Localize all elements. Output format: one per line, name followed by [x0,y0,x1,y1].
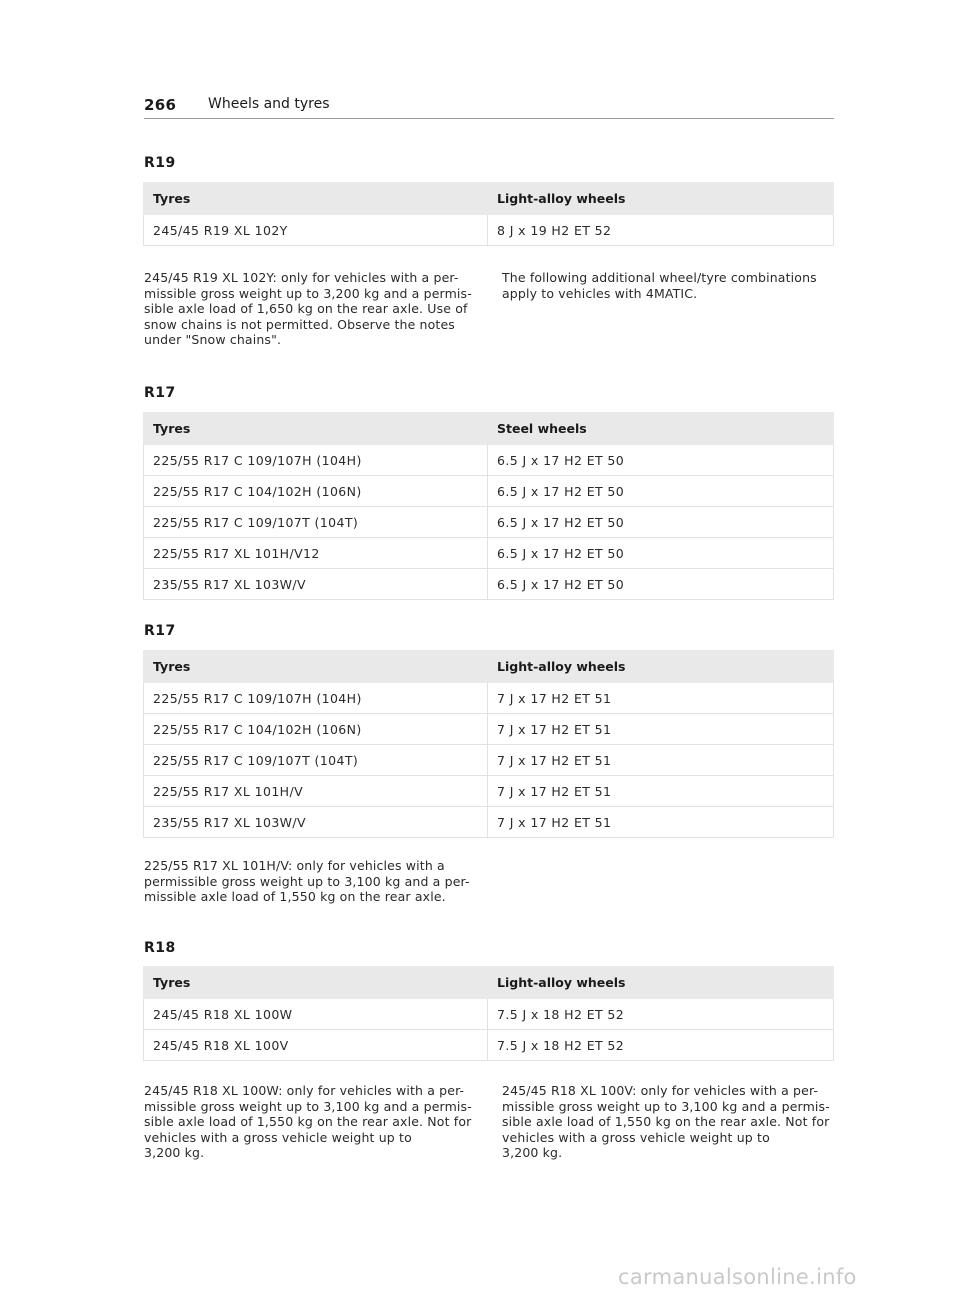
wheel-cell: 8 J x 19 H2 ET 52 [488,215,834,246]
table-header-row [144,183,834,215]
page-header [144,96,834,119]
tyre-cell: 225/55 R17 XL 101H/V12 [144,538,488,569]
table-header-row [144,967,834,999]
column-header-tyres: Tyres [144,183,488,215]
table-row [144,683,834,714]
column-header-wheels: Light-alloy wheels [488,967,834,999]
note-r18-100v: 245/45 R18 XL 100V: only for vehicles with a per- missible gross weight up to 3,100 kg and a permis- sible axle load of 1,550 kg on the rear axle. Not for vehicles with a gross vehicle weight up to 3,200 kg. [502,1083,830,1161]
note-4matic: The following additional wheel/tyre combinations apply to vehicles with 4MATIC. [502,270,817,301]
table-r17-steel [143,412,834,600]
table-row [144,445,834,476]
wheel-cell: 6.5 J x 17 H2 ET 50 [488,476,834,507]
page-number: 266 [144,96,177,114]
tyre-cell: 245/45 R18 XL 100W [144,999,488,1030]
tyre-cell: 225/55 R17 C 109/107H (104H) [144,683,488,714]
table-r19-alloy [143,182,834,246]
section-title: Wheels and tyres [208,96,330,112]
wheel-cell: 6.5 J x 17 H2 ET 50 [488,569,834,600]
table-row [144,1030,834,1061]
wheel-cell: 7.5 J x 18 H2 ET 52 [488,1030,834,1061]
tyre-cell: 225/55 R17 C 104/102H (106N) [144,714,488,745]
wheel-cell: 7 J x 17 H2 ET 51 [488,683,834,714]
column-header-tyres: Tyres [144,413,488,445]
column-header-tyres: Tyres [144,967,488,999]
tyre-cell: 245/45 R18 XL 100V [144,1030,488,1061]
column-header-tyres: Tyres [144,651,488,683]
tyre-cell: 235/55 R17 XL 103W/V [144,569,488,600]
table-r18-alloy [143,966,834,1061]
heading-r17-steel: R17 [144,385,176,401]
heading-r18: R18 [144,940,176,956]
tyre-cell: 225/55 R17 XL 101H/V [144,776,488,807]
tyre-cell: 245/45 R19 XL 102Y [144,215,488,246]
tyre-cell: 225/55 R17 C 109/107T (104T) [144,507,488,538]
heading-r17-alloy: R17 [144,623,176,639]
wheel-cell: 7 J x 17 H2 ET 51 [488,807,834,838]
table-row [144,714,834,745]
table-header-row [144,413,834,445]
table-row [144,569,834,600]
table-header-row [144,651,834,683]
tyre-cell: 225/55 R17 C 109/107H (104H) [144,445,488,476]
heading-r19: R19 [144,155,176,171]
table-row [144,745,834,776]
column-header-wheels: Light-alloy wheels [488,651,834,683]
table-row [144,807,834,838]
wheel-cell: 7 J x 17 H2 ET 51 [488,745,834,776]
wheel-cell: 6.5 J x 17 H2 ET 50 [488,507,834,538]
table-row [144,776,834,807]
wheel-cell: 7.5 J x 18 H2 ET 52 [488,999,834,1030]
table-r17-alloy [143,650,834,838]
table-row [144,476,834,507]
wheel-cell: 7 J x 17 H2 ET 51 [488,776,834,807]
tyre-cell: 225/55 R17 C 109/107T (104T) [144,745,488,776]
note-r19-102y: 245/45 R19 XL 102Y: only for vehicles with a per- missible gross weight up to 3,200 kg and a permis- sible axle load of 1,650 kg on the rear axle. Use of snow chains is not permitted. Observe the notes under "Snow chains". [144,270,472,348]
wheel-cell: 6.5 J x 17 H2 ET 50 [488,538,834,569]
tyre-cell: 235/55 R17 XL 103W/V [144,807,488,838]
table-row [144,215,834,246]
column-header-wheels: Light-alloy wheels [488,183,834,215]
column-header-wheels: Steel wheels [488,413,834,445]
table-row [144,507,834,538]
wheel-cell: 7 J x 17 H2 ET 51 [488,714,834,745]
wheel-cell: 6.5 J x 17 H2 ET 50 [488,445,834,476]
watermark: carmanualsonline.info [618,1265,857,1289]
tyre-cell: 225/55 R17 C 104/102H (106N) [144,476,488,507]
table-row [144,999,834,1030]
note-r17-101hv: 225/55 R17 XL 101H/V: only for vehicles with a permissible gross weight up to 3,100 kg and a per- missible axle load of 1,550 kg on the rear axle. [144,858,470,905]
table-row [144,538,834,569]
note-r18-100w: 245/45 R18 XL 100W: only for vehicles with a per- missible gross weight up to 3,100 kg and a permis- sible axle load of 1,550 kg on the rear axle. Not for vehicles with a gross vehicle weight up to 3,200 kg. [144,1083,472,1161]
